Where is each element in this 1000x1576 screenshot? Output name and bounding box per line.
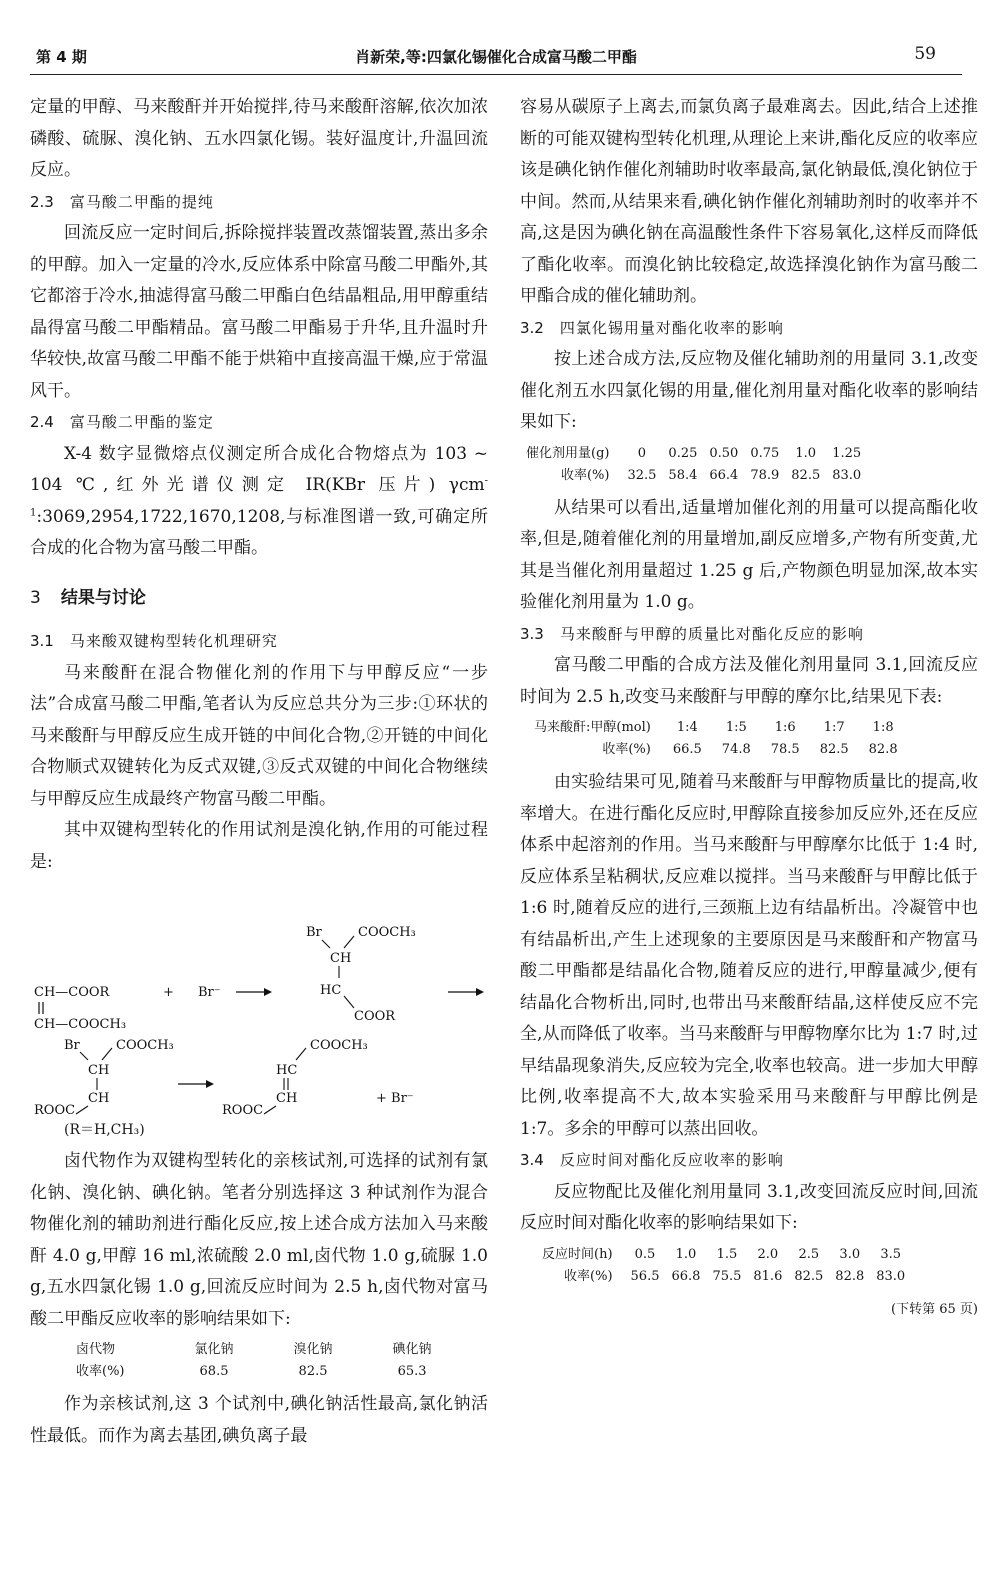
label-ch-coor: CH—COOR xyxy=(34,985,110,1000)
label-hc: HC xyxy=(320,983,342,998)
reaction-scheme xyxy=(30,884,488,1116)
table-cell: 1.25 xyxy=(832,445,862,461)
arrow-head xyxy=(476,988,484,996)
table-cell: 66.4 xyxy=(709,467,739,483)
section-title: 富马酸二甲酯的提纯 xyxy=(69,192,214,211)
paragraph: 作为亲核试剂,这 3 个试剂中,碘化钠活性最高,氯化钠活性最低。而作为离去基团,碘负离子最 xyxy=(30,1394,488,1446)
table-cell: 82.8 xyxy=(868,742,898,757)
paragraph: 卤代物作为双键构型转化的亲核试剂,可选择的试剂有氯化钠、溴化钠、碘化钠。笔者分别选择这 3 种试剂作为混合物催化剂的辅助剂进行酯化反应,按上述合成方法加入马来酸酐 4.0 g,甲醇 16 ml,浓硫酸 2.0 ml,卤代物 1.0 g,硫脲 1.0 g,五水四氯化锡 1.0 g,回流反应时间为 2.5 h,卤代物对富马酸二甲酯反应收率的影响结果如下: xyxy=(30,1151,488,1329)
catalyst-yield-table xyxy=(520,443,867,487)
bond xyxy=(296,1048,306,1060)
running-title: 肖新荣,等:四氯化锡催化合成富马酸二甲酯 xyxy=(355,48,637,66)
table-cell: 56.5 xyxy=(630,1268,660,1284)
table-cell: 碘化钠 xyxy=(392,1342,432,1357)
table-cell: 0 xyxy=(637,445,647,461)
label-ch: CH xyxy=(88,1063,110,1078)
paragraph: 马来酸酐在混合物催化剂的作用下与甲醇反应“一步法”合成富马酸二甲酯,笔者认为反应总共分为三步:①环状的马来酸酐与甲醇反应生成开链的中间化合物,②开链的中间化合物顺式双键转化为反式双键,③反式双键的中间化合物继续与甲醇反应生成最终产物富马酸二甲酯。 xyxy=(30,662,488,809)
bond xyxy=(322,940,330,948)
table-cell: 1.5 xyxy=(716,1246,738,1262)
table-row xyxy=(528,739,908,761)
paragraph: 定量的甲醇、马来酸酐并开始搅拌,待马来酸酐溶解,依次加浓磷酸、硫脲、溴化钠、五水四氯化锡。装好温度计,升温回流反应。 xyxy=(30,97,488,180)
table-cell: 2.5 xyxy=(798,1246,820,1262)
paragraph: 富马酸二甲酯的合成方法及催化剂用量同 3.1,回流反应时间为 2.5 h,改变马来酸酐与甲醇的摩尔比,结果见下表: xyxy=(520,655,978,707)
bromide-ion: Br⁻ xyxy=(198,985,221,1000)
table-cell: 32.5 xyxy=(627,467,657,483)
arrow-head xyxy=(264,988,272,996)
table-row xyxy=(520,443,867,465)
paragraph: 由实验结果可见,随着马来酸酐与甲醇物质量比的提高,收率增大。在进行酯化反应时,甲醇除直接参加反应外,还在反应体系中起溶剂的作用。当马来酸酐与甲醇摩尔比低于 1:4 时,反应体系呈粘稠状,反应难以搅拌。当马来酸酐与甲醇比低于 1:6 时,随着反应的进行,三颈瓶上边有结晶析出。冷凝管中也有结晶析出,产生上述现象的主要原因是马来酸酐和产物富马酸二甲酯都是结晶化合物,随着反应的进行,甲醇量减少,便有结晶化合物析出,同时,也带出马来酸酐结晶,这样使反应不完全,从而降低了收率。当马来酸酐与甲醇物摩尔比为 1:7 时,过早结晶现象消失,反应较为完全,收率也较高。进一步加大甲醇比例,收率提高不大,故本实验采用马来酸酐与甲醇比例是 1:7。多余的甲醇可以蒸出回收。 xyxy=(520,772,978,1139)
section-number: 3.3 xyxy=(520,624,544,643)
continued-note: (下转第 65 页) xyxy=(891,1301,978,1317)
table-cell: 0.75 xyxy=(750,445,780,461)
table-row xyxy=(70,1361,462,1383)
label-rooc: ROOC xyxy=(34,1103,76,1116)
table-cell: 0.5 xyxy=(634,1246,656,1262)
table-header: 收率(%) xyxy=(564,1268,613,1284)
table-header: 收率(%) xyxy=(560,467,610,483)
table-cell: 1:4 xyxy=(676,720,698,735)
subsection-3-4-heading xyxy=(520,1145,978,1177)
table-cell: 68.5 xyxy=(199,1364,229,1379)
label-cooch3: COOCH₃ xyxy=(310,1038,368,1053)
label-ch: CH xyxy=(330,951,352,966)
table-header: 马来酸酐:甲醇(mol) xyxy=(534,720,651,735)
table-cell: 1:7 xyxy=(823,720,845,735)
table-cell: 1.0 xyxy=(795,445,817,461)
substituent-note: (R＝H,CH₃) xyxy=(64,1122,145,1138)
label-br: Br xyxy=(64,1038,80,1053)
section-title: 富马酸二甲酯的鉴定 xyxy=(69,413,214,431)
bond xyxy=(344,936,354,948)
label-ch-cooch3: CH—COOCH₃ xyxy=(34,1017,127,1032)
subsection-2-3-heading xyxy=(30,187,488,219)
paragraph: 反应物配比及催化剂用量同 3.1,改变回流反应时间,回流反应时间对酯化收率的影响结果如下: xyxy=(520,1181,978,1233)
paragraph: 回流反应一定时间后,拆除搅拌装置改蒸馏装置,蒸出多余的甲醇。加入一定量的冷水,反应体系中除富马酸二甲酯外,其它都溶于冷水,抽滤得富马酸二甲酯白色结晶粗品,用甲醇重结晶得富马酸二甲酯精品。富马酸二甲酯易于升华,且升温时升华较快,故富马酸二甲酯不能于烘箱中直接高温干燥,应于常温风干。 xyxy=(30,223,488,401)
paragraph: 容易从碳原子上离去,而氯负离子最难离去。因此,结合上述推断的可能双键构型转化机理,从理论上来讲,酯化反应的收率应该是碘化钠作催化剂辅助时收率最高,氯化钠最低,溴化钠位于中间。然而,从结果来看,碘化钠作催化剂辅助剂时的收率并不高,这是因为碘化钠在高温酸性条件下容易氧化,这样反而降低了酯化收率。而溴化钠比较稳定,故选择溴化钠作为富马酸二甲酯合成的催化辅助剂。 xyxy=(520,97,978,306)
label-ch: CH xyxy=(88,1091,110,1106)
plus-sign: + xyxy=(163,985,174,1000)
label-br: Br xyxy=(306,925,322,940)
label-ch: CH xyxy=(276,1091,298,1106)
bond xyxy=(76,1106,88,1114)
table-cell: 溴化钠 xyxy=(293,1342,333,1357)
table-cell: 2.0 xyxy=(757,1246,779,1262)
paragraph: 从结果可以看出,适量增加催化剂的用量可以提高酯化收率,但是,随着催化剂的用量增加,副反应增多,产物有所变黄,尤其是当催化剂用量超过 1.25 g 后,产物颜色明显加深,故本实验催化剂用量为 1.0 g。 xyxy=(520,497,978,612)
table-cell: 66.8 xyxy=(671,1268,701,1284)
table-cell: 82.5 xyxy=(298,1364,328,1379)
table-row xyxy=(536,1266,911,1288)
page-number: 59 xyxy=(914,44,936,64)
table-cell: 75.5 xyxy=(712,1268,742,1284)
label-rooc: ROOC xyxy=(222,1103,264,1116)
section-number: 2.4 xyxy=(30,413,54,431)
table-cell: 83.0 xyxy=(876,1268,906,1284)
section-title: 马来酸酐与甲醇的质量比对酯化反应的影响 xyxy=(559,624,864,643)
bond xyxy=(344,996,354,1008)
arrow-head xyxy=(206,1080,214,1088)
table-cell: 1:8 xyxy=(872,720,894,735)
table-cell: 82.8 xyxy=(835,1268,865,1284)
running-header xyxy=(30,40,962,75)
label-coor: COOR xyxy=(354,1009,396,1024)
right-column xyxy=(520,92,978,1325)
table-cell: 0.25 xyxy=(668,445,698,461)
subsection-3-2-heading xyxy=(520,313,978,345)
issue-label: 第 4 期 xyxy=(36,48,87,66)
table-cell: 74.8 xyxy=(721,742,751,757)
text-run: X-4 数字显微熔点仪测定所合成化合物熔点为 103 ~ 104 ℃,红外光谱仪测定 IR(KBr 压片) γcm xyxy=(30,443,488,495)
section-number: 2.3 xyxy=(30,192,54,211)
table-header: 收率(%) xyxy=(602,742,651,757)
molar-ratio-yield-table xyxy=(528,717,908,761)
table-cell: 65.3 xyxy=(397,1364,427,1379)
table-cell: 1:5 xyxy=(725,720,747,735)
table-cell: 0.50 xyxy=(709,445,739,461)
label-hc: HC xyxy=(276,1063,298,1078)
bond xyxy=(80,1052,88,1060)
table-row xyxy=(70,1339,462,1361)
table-cell: 1:6 xyxy=(774,720,796,735)
subsection-3-1-heading xyxy=(30,626,488,658)
table-cell: 3.0 xyxy=(839,1246,861,1262)
table-cell: 3.5 xyxy=(880,1246,902,1262)
paragraph: 其中双键构型转化的作用试剂是溴化钠,作用的可能过程是: xyxy=(30,820,488,872)
section-3-heading xyxy=(30,583,488,615)
table-cell: 1.0 xyxy=(675,1246,697,1262)
table-cell: 83.0 xyxy=(832,467,862,483)
paragraph: 按上述合成方法,反应物及催化辅助剂的用量同 3.1,改变催化剂五水四氯化锡的用量,催化剂用量对酯化收率的影响结果如下: xyxy=(520,349,978,432)
paragraph xyxy=(30,439,488,565)
superscript: -1 xyxy=(30,475,488,518)
table-row xyxy=(528,717,908,739)
section-title: 四氯化锡用量对酯化收率的影响 xyxy=(559,318,784,337)
table-row xyxy=(536,1244,911,1266)
section-number: 3.1 xyxy=(30,632,54,650)
table-cell: 82.5 xyxy=(819,742,849,757)
table-cell: 58.4 xyxy=(668,467,698,483)
section-title: 反应时间对酯化反应收率的影响 xyxy=(559,1151,784,1169)
section-number: 3.4 xyxy=(520,1151,544,1169)
label-cooch3: COOCH₃ xyxy=(358,925,416,940)
table-row xyxy=(520,465,867,487)
table-cell: 82.5 xyxy=(794,1268,824,1284)
table-cell: 78.5 xyxy=(770,742,800,757)
halide-yield-table xyxy=(70,1339,462,1383)
text-run: :3069,2954,1722,1670,1208,与标准图谱一致,可确定所合成的化合物为富马酸二甲酯。 xyxy=(30,506,488,558)
table-header: 催化剂用量(g) xyxy=(526,445,610,461)
left-column xyxy=(30,92,488,1452)
reaction-time-yield-table xyxy=(536,1244,911,1288)
section-number: 3 xyxy=(30,587,41,608)
subsection-2-4-heading xyxy=(30,407,488,439)
table-header: 卤代物 xyxy=(76,1342,116,1357)
table-cell: 82.5 xyxy=(791,467,821,483)
table-cell: 氯化钠 xyxy=(194,1342,234,1357)
table-cell: 81.6 xyxy=(753,1268,783,1284)
section-number: 3.2 xyxy=(520,318,544,337)
subsection-3-3-heading xyxy=(520,619,978,651)
section-title: 马来酸双键构型转化机理研究 xyxy=(69,632,278,650)
bond xyxy=(264,1106,276,1114)
bromide-ion: + Br⁻ xyxy=(376,1091,414,1106)
table-cell: 66.5 xyxy=(672,742,702,757)
table-header: 收率(%) xyxy=(76,1364,125,1379)
section-title: 结果与讨论 xyxy=(60,587,146,608)
table-cell: 78.9 xyxy=(750,467,780,483)
label-cooch3: COOCH₃ xyxy=(116,1038,174,1053)
table-header: 反应时间(h) xyxy=(542,1246,613,1262)
bond xyxy=(102,1048,112,1060)
reaction-scheme-drawing xyxy=(30,884,488,1116)
